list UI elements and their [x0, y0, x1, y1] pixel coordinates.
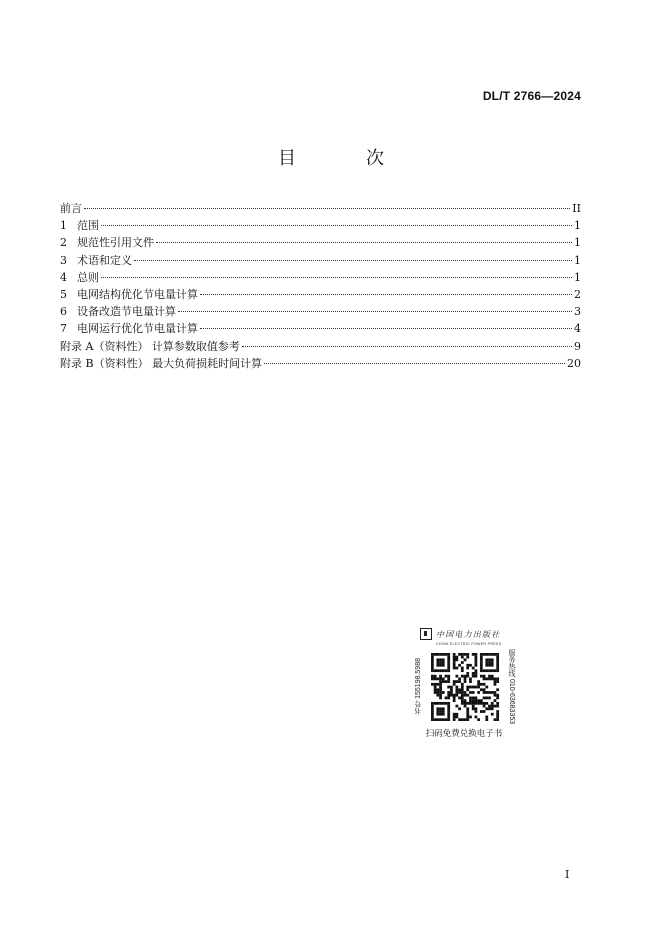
toc-entry-page: 2 — [574, 287, 581, 301]
toc-entry[interactable] — [60, 234, 581, 251]
toc-entry-page: 1 — [574, 270, 581, 284]
toc-entry[interactable] — [60, 320, 581, 337]
toc-entry-page: 9 — [574, 339, 581, 353]
service-hotline: 服务热线 010-63683353 — [508, 649, 515, 725]
toc-entry-page: 1 — [574, 253, 581, 267]
publisher-english-name: CHINA ELECTRIC POWER PRESS — [436, 642, 502, 646]
toc-entry-number: 2 — [60, 236, 67, 250]
toc-entry-page: II — [572, 202, 581, 215]
toc-entry[interactable] — [60, 303, 581, 320]
toc-dot-leader — [200, 327, 572, 329]
toc-entry-label: 规范性引用文件 — [77, 236, 154, 250]
toc-entry-label: 附录 B（资料性） 最大负荷损耗时间计算 — [60, 356, 263, 370]
toc-entry[interactable] — [60, 252, 581, 269]
toc-entry-number: 3 — [60, 253, 67, 267]
toc-entry[interactable] — [60, 269, 581, 286]
toc-title: 目 次 — [278, 148, 410, 169]
toc-entry-number: 6 — [60, 305, 67, 319]
toc-entry[interactable] — [60, 338, 581, 355]
toc-entry-number: 5 — [60, 287, 67, 301]
toc-dot-leader — [101, 224, 572, 226]
publisher-name: 中国电力出版社 — [436, 629, 501, 639]
toc-dot-leader — [178, 310, 572, 312]
toc-entry-number: 1 — [60, 219, 67, 233]
toc-dot-leader — [264, 362, 565, 364]
publisher-logo — [420, 627, 522, 641]
standard-code: DL/T 2766—2024 — [482, 89, 581, 103]
toc-entry-label: 范围 — [77, 219, 99, 233]
toc-entry[interactable] — [60, 355, 581, 372]
toc-entry-page: 20 — [567, 356, 581, 370]
qr-caption: 扫码免费兑换电子书 — [425, 729, 503, 740]
qr-code-icon[interactable] — [426, 653, 504, 721]
toc-entry-page: 1 — [574, 236, 581, 250]
book-number: 书号 155198.5988 — [415, 658, 422, 715]
toc-dot-leader — [101, 276, 572, 278]
toc-entry-label: 总则 — [77, 270, 99, 284]
toc-entry-page: 3 — [574, 305, 581, 319]
toc-entry-label: 电网结构优化节电量计算 — [77, 287, 198, 301]
toc-dot-leader — [84, 207, 570, 209]
page-number: I — [565, 868, 570, 881]
toc-entry-label: 前言 — [60, 202, 82, 215]
table-of-contents — [60, 200, 581, 372]
toc-entry-label: 设备改造节电量计算 — [77, 305, 176, 319]
toc-entry-number: 7 — [60, 322, 67, 336]
toc-entry-label: 电网运行优化节电量计算 — [77, 322, 198, 336]
toc-entry[interactable] — [60, 200, 581, 217]
toc-entry-page: 1 — [574, 219, 581, 233]
toc-entry-label: 附录 A（资料性） 计算参数取值参考 — [60, 339, 240, 353]
toc-dot-leader — [156, 241, 572, 243]
toc-entry-number: 4 — [60, 270, 67, 284]
toc-entry-label: 术语和定义 — [77, 253, 132, 267]
toc-entry[interactable] — [60, 217, 581, 234]
toc-entry-page: 4 — [574, 322, 581, 336]
toc-entry[interactable] — [60, 286, 581, 303]
qr-promo — [414, 627, 522, 739]
toc-dot-leader — [242, 345, 572, 347]
toc-dot-leader — [200, 293, 572, 295]
publisher-logo-icon — [420, 628, 432, 640]
toc-dot-leader — [134, 259, 572, 261]
